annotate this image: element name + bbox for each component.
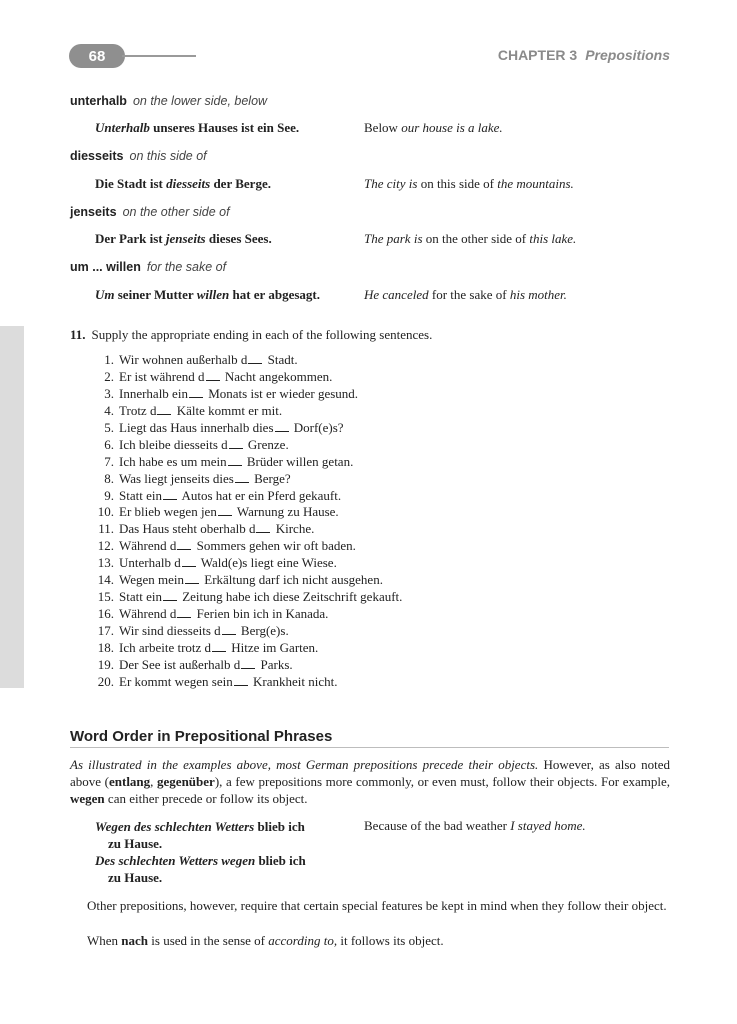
word-order-translation bbox=[364, 818, 586, 834]
exercise-item bbox=[94, 606, 402, 623]
paragraph-nach bbox=[70, 932, 670, 949]
exercise-item-number: 12. bbox=[97, 538, 114, 554]
chapter-label: CHAPTER 3 bbox=[497, 47, 578, 63]
example-german-part: diesseits bbox=[166, 176, 211, 191]
paragraph-other-prepositions: Other prepositions, however, require that certain special features be kept in mind when they follow their object. bbox=[87, 898, 667, 913]
exercise-item bbox=[94, 674, 402, 691]
example-english-part: his mother. bbox=[509, 287, 567, 302]
exercise-item-text: Wir sind diesseits d bbox=[119, 623, 221, 638]
exercise-item bbox=[94, 454, 402, 471]
example-german-part: zu Hause. bbox=[108, 870, 163, 885]
exercise-item-number: 17. bbox=[97, 623, 114, 638]
example-german-part: Unterhalb bbox=[95, 120, 150, 135]
example-german-part: Des schlechten Wetters wegen bbox=[95, 853, 256, 868]
example-german-part: jenseits bbox=[165, 231, 206, 246]
exercise-item-text: Grenze. bbox=[244, 436, 289, 452]
exercise-item-text: Trotz d bbox=[119, 402, 157, 418]
answer-blank[interactable] bbox=[229, 438, 243, 449]
exercise-item-text: Warnung zu Hause. bbox=[233, 504, 339, 520]
exercise-item bbox=[94, 657, 402, 674]
exercise-item-text: Liegt das Haus innerhalb dies bbox=[119, 419, 274, 435]
exercise-item-text: Unterhalb d bbox=[119, 555, 181, 571]
exercise-item bbox=[94, 538, 402, 555]
example-english-part: for the sake of bbox=[428, 287, 510, 302]
preposition-gloss: on the lower side, below bbox=[132, 94, 268, 108]
chapter-heading bbox=[498, 47, 670, 63]
example-german-part: unseres Hauses ist ein See. bbox=[149, 120, 300, 135]
exercise-item-text: Wir wohnen außerhalb d bbox=[119, 352, 248, 367]
exercise-item-number: 20. bbox=[97, 673, 114, 689]
preposition-heading bbox=[70, 205, 230, 219]
exercise-item-number: 2. bbox=[104, 368, 114, 384]
example-english bbox=[364, 287, 567, 303]
exercise-item-number: 16. bbox=[97, 606, 114, 622]
exercise-item-text: Dorf(e)s? bbox=[290, 419, 344, 435]
exercise-item-text: Parks. bbox=[257, 656, 293, 672]
exercise-item-number: 19. bbox=[97, 656, 114, 672]
exercise-item bbox=[94, 369, 402, 386]
example-english-part: The park is bbox=[364, 231, 423, 246]
exercise-item-text: Berg(e)s. bbox=[237, 623, 289, 638]
intro-part: entlang bbox=[108, 774, 151, 789]
exercise-item bbox=[94, 572, 402, 589]
exercise-item-number: 7. bbox=[104, 453, 114, 469]
side-thumb-tab bbox=[0, 326, 24, 688]
word-order-example-1 bbox=[95, 818, 305, 852]
exercise-item-text: Stadt. bbox=[264, 352, 298, 367]
example-english-part: on this side of bbox=[417, 176, 498, 191]
nach-part: is used in the sense of bbox=[148, 933, 269, 948]
nach-part: according to, bbox=[268, 933, 338, 948]
exercise-item-number: 8. bbox=[104, 470, 114, 486]
preposition-gloss: on this side of bbox=[129, 149, 207, 163]
exercise-item bbox=[94, 352, 402, 369]
exercise-item bbox=[94, 623, 402, 640]
exercise-item-number: 11. bbox=[98, 521, 114, 537]
exercise-item-text: Ferien bin ich in Kanada. bbox=[193, 606, 329, 622]
intro-part: , bbox=[150, 774, 158, 789]
exercise-list bbox=[94, 352, 402, 691]
exercise-item-text: Ich arbeite trotz d bbox=[119, 639, 212, 655]
word-order-example-2 bbox=[95, 852, 306, 886]
exercise-item-number: 3. bbox=[104, 385, 114, 401]
answer-blank[interactable] bbox=[177, 539, 191, 550]
exercise-item-text: Wegen mein bbox=[119, 572, 185, 588]
answer-blank[interactable] bbox=[157, 404, 171, 415]
example-german bbox=[95, 287, 320, 303]
exercise-item bbox=[94, 555, 402, 572]
intro-part: wegen bbox=[70, 791, 105, 806]
exercise-item-text: Sommers gehen wir oft baden. bbox=[193, 538, 356, 554]
exercise-item bbox=[94, 488, 402, 505]
exercise-item-number: 9. bbox=[104, 487, 114, 503]
answer-blank[interactable] bbox=[234, 675, 248, 686]
example-english bbox=[364, 120, 503, 136]
exercise-item-number: 10. bbox=[97, 504, 114, 520]
example-german bbox=[95, 231, 272, 247]
exercise-item-number: 14. bbox=[97, 572, 114, 588]
nach-part: it follows its object. bbox=[337, 933, 444, 948]
exercise-item-number: 6. bbox=[104, 436, 114, 452]
example-german-part: hat er abgesagt. bbox=[229, 287, 320, 302]
example-german-part: der Berge. bbox=[210, 176, 271, 191]
exercise-item-text: Während d bbox=[119, 538, 177, 554]
exercise-item-text: Krankheit nicht. bbox=[249, 673, 338, 689]
example-german-part: Der Park ist bbox=[95, 231, 166, 246]
answer-blank[interactable] bbox=[275, 421, 289, 432]
example-german-part: seiner Mutter bbox=[114, 287, 197, 302]
example-german-part: willen bbox=[196, 287, 230, 302]
exercise-item-text: Hitze im Garten. bbox=[228, 639, 319, 655]
exercise-item bbox=[94, 589, 402, 606]
exercise-item-text: Der See ist außerhalb d bbox=[119, 656, 241, 672]
exercise-item bbox=[94, 420, 402, 437]
preposition-heading bbox=[70, 149, 207, 163]
answer-blank[interactable] bbox=[212, 641, 226, 652]
example-german-part: Um bbox=[95, 287, 115, 302]
answer-blank[interactable] bbox=[228, 455, 242, 466]
answer-blank[interactable] bbox=[256, 522, 270, 533]
exercise-item bbox=[94, 437, 402, 454]
example-german-part: Die Stadt ist bbox=[95, 176, 167, 191]
exercise-item bbox=[94, 386, 402, 403]
exercise-item-text: Brüder willen getan. bbox=[243, 453, 354, 469]
exercise-item-text: Monats ist er wieder gesund. bbox=[204, 385, 359, 401]
exercise-item-text: Kälte kommt er mit. bbox=[173, 402, 283, 418]
example-german-part: Wegen des schlechten Wetters bbox=[95, 819, 255, 834]
exercise-prompt bbox=[70, 327, 432, 343]
exercise-item-text: Statt ein bbox=[119, 589, 162, 605]
exercise-item-text: Statt ein bbox=[119, 487, 162, 503]
example-german-part: blieb ich bbox=[254, 819, 305, 834]
answer-blank[interactable] bbox=[163, 590, 177, 601]
example-german-part: zu Hause. bbox=[108, 836, 163, 851]
example-german-part: blieb ich bbox=[255, 853, 306, 868]
preposition-word: jenseits bbox=[70, 205, 117, 219]
example-german bbox=[95, 176, 271, 192]
preposition-word: diesseits bbox=[70, 149, 124, 163]
answer-blank[interactable] bbox=[185, 573, 199, 584]
example-german bbox=[95, 120, 299, 136]
example-english-part: the mountains. bbox=[497, 176, 574, 191]
answer-blank[interactable] bbox=[182, 556, 196, 567]
intro-part: ), a few prepositions more commonly, or even must, follow their objects. For example, bbox=[214, 774, 670, 789]
example-english-part: Below bbox=[364, 120, 398, 135]
exercise-item bbox=[94, 471, 402, 488]
example-english-part: this lake. bbox=[529, 231, 577, 246]
preposition-gloss: on the other side of bbox=[122, 205, 230, 219]
exercise-item-text: Während d bbox=[119, 606, 177, 622]
exercise-item-text: Das Haus steht oberhalb d bbox=[119, 521, 256, 537]
preposition-word: unterhalb bbox=[70, 94, 127, 108]
exercise-item-text: Berge? bbox=[250, 470, 291, 486]
intro-part: However, as also noted above ( bbox=[70, 757, 670, 789]
answer-blank[interactable] bbox=[163, 489, 177, 500]
exercise-item bbox=[94, 640, 402, 657]
example-english-part: on the other side of bbox=[422, 231, 530, 246]
answer-blank[interactable] bbox=[222, 624, 236, 635]
example-english bbox=[364, 231, 576, 247]
exercise-item-number: 5. bbox=[104, 419, 114, 435]
exercise-item-text: Ich bleibe diesseits d bbox=[119, 436, 228, 452]
intro-part: As illustrated in the examples above, most German prepositions precede their objects. bbox=[70, 757, 539, 772]
exercise-item-text: Er kommt wegen sein bbox=[119, 673, 233, 689]
exercise-item-number: 13. bbox=[97, 555, 114, 571]
exercise-item-number: 1. bbox=[104, 352, 114, 367]
exercise-item-number: 15. bbox=[97, 589, 114, 605]
example-english bbox=[364, 176, 574, 192]
example-german-part: dieses Sees. bbox=[205, 231, 272, 246]
example-english-part: He canceled bbox=[364, 287, 429, 302]
answer-blank[interactable] bbox=[177, 607, 191, 618]
answer-blank[interactable] bbox=[218, 505, 232, 516]
answer-blank[interactable] bbox=[189, 387, 203, 398]
exercise-item-text: Kirche. bbox=[272, 521, 315, 537]
section-intro bbox=[70, 756, 670, 807]
exercise-item-text: Autos hat er ein Pferd gekauft. bbox=[178, 487, 342, 503]
exercise-item-text: Er ist während d bbox=[119, 368, 205, 384]
preposition-heading bbox=[70, 260, 226, 274]
example-english-part: our house is a lake. bbox=[397, 120, 503, 135]
exercise-item-text: Innerhalb ein bbox=[119, 385, 188, 401]
example-english-part: I stayed home. bbox=[510, 818, 586, 833]
intro-part: can either precede or follow its object. bbox=[104, 791, 308, 806]
exercise-number: 11. bbox=[70, 327, 86, 342]
exercise-item-text: Wald(e)s liegt eine Wiese. bbox=[197, 555, 337, 571]
exercise-item bbox=[94, 521, 402, 538]
nach-part: When bbox=[87, 933, 122, 948]
header-rule bbox=[122, 55, 196, 57]
preposition-word: um ... willen bbox=[70, 260, 141, 274]
exercise-item bbox=[94, 403, 402, 420]
answer-blank[interactable] bbox=[248, 353, 262, 364]
section-title: Word Order in Prepositional Phrases bbox=[70, 728, 669, 748]
example-english-part: The city is bbox=[364, 176, 418, 191]
exercise-item-number: 4. bbox=[104, 402, 114, 418]
exercise-item-text: Zeitung habe ich diese Zeitschrift gekauft. bbox=[178, 589, 403, 605]
example-english-part: Because of the bad weather bbox=[364, 818, 511, 833]
exercise-item-text: Erkältung darf ich nicht ausgehen. bbox=[201, 572, 383, 588]
chapter-title: Prepositions bbox=[585, 47, 670, 63]
preposition-heading bbox=[70, 94, 267, 108]
nach-part: nach bbox=[121, 933, 149, 948]
exercise-instructions: Supply the appropriate ending in each of the following sentences. bbox=[91, 327, 433, 342]
exercise-item-text: Ich habe es um mein bbox=[119, 453, 227, 469]
answer-blank[interactable] bbox=[206, 370, 220, 381]
exercise-item-text: Nacht angekommen. bbox=[221, 368, 333, 384]
exercise-item-number: 18. bbox=[97, 639, 114, 655]
exercise-item-text: Was liegt jenseits dies bbox=[119, 470, 234, 486]
answer-blank[interactable] bbox=[235, 472, 249, 483]
answer-blank[interactable] bbox=[241, 658, 255, 669]
page-number: 68 bbox=[69, 44, 125, 68]
exercise-item bbox=[94, 504, 402, 521]
preposition-gloss: for the sake of bbox=[146, 260, 227, 274]
exercise-item-text: Er blieb wegen jen bbox=[119, 504, 217, 520]
intro-part: gegenüber bbox=[157, 774, 215, 789]
